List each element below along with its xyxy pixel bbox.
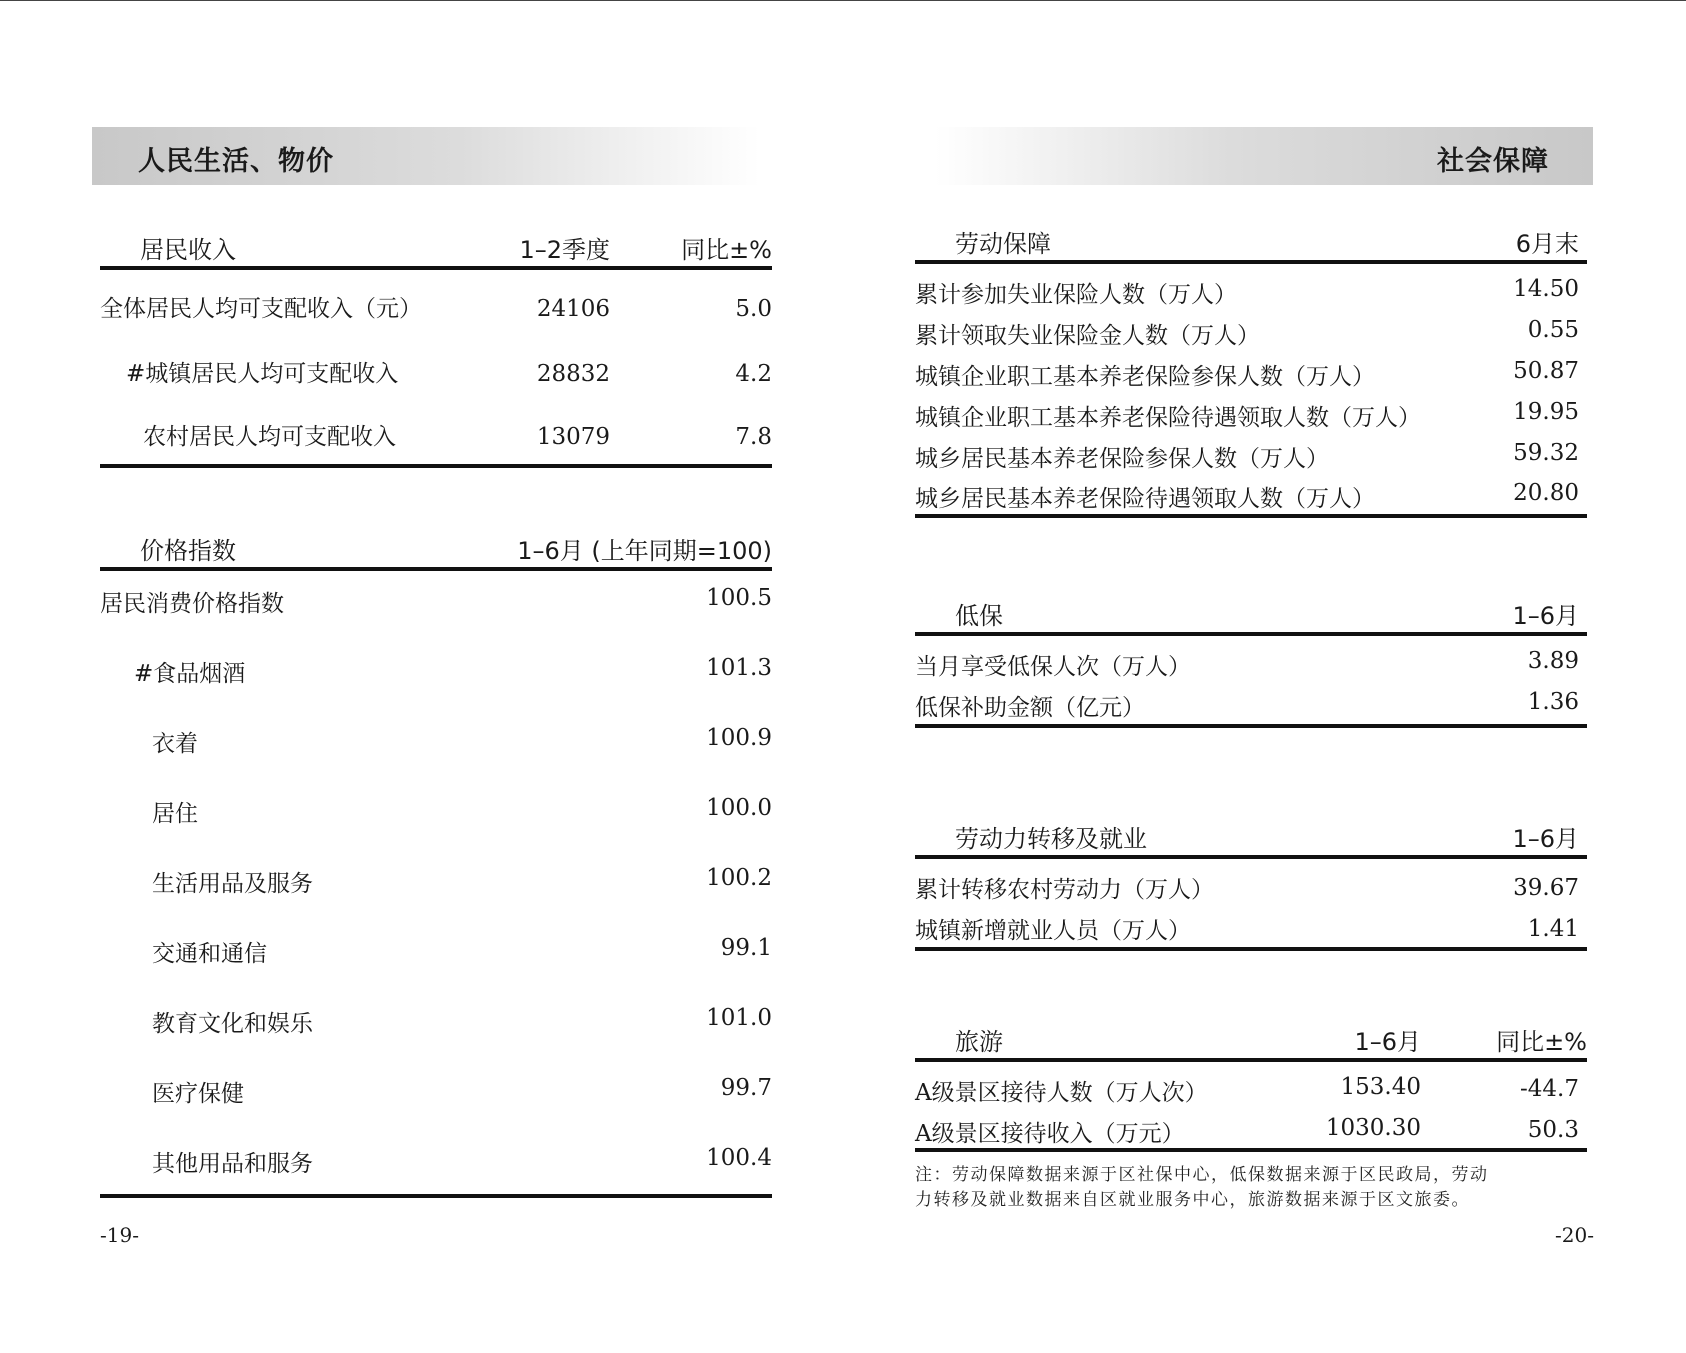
row-value: 13079 [536, 424, 610, 450]
row-value: 14.50 [1513, 276, 1579, 302]
source-note [915, 1163, 1595, 1213]
row-label: 全体居民人均可支配收入（元） [100, 296, 422, 322]
row-value: 28832 [536, 361, 610, 387]
tourism-bottom-rule [915, 1148, 1587, 1152]
banner-title: 社会保障 [1437, 146, 1549, 177]
row-yoy: -44.7 [1520, 1076, 1579, 1102]
row-value: 1030.30 [1325, 1115, 1421, 1141]
row-value: 100.2 [706, 865, 772, 891]
income-col-yoy: 同比±% [681, 236, 772, 264]
dibao-bottom-rule [915, 724, 1587, 728]
row-value: 99.1 [720, 935, 772, 961]
row-value: 24106 [536, 296, 610, 322]
row-label: 城镇新增就业人员（万人） [915, 918, 1191, 944]
row-label: #食品烟酒 [134, 661, 246, 687]
labor-bottom-rule [915, 514, 1587, 518]
table-row [100, 641, 772, 711]
table-row [915, 349, 1587, 390]
row-value: 19.95 [1513, 399, 1579, 425]
dibao-table-title: 低保 [955, 602, 1003, 630]
row-value: 1.41 [1527, 916, 1579, 942]
table-row [915, 390, 1587, 431]
table-row [100, 571, 772, 641]
row-value: 59.32 [1513, 440, 1579, 466]
row-value: 100.5 [706, 585, 772, 611]
row-value: 153.40 [1340, 1074, 1421, 1100]
tourism-table-title: 旅游 [955, 1028, 1003, 1056]
page-number: -19- [100, 1223, 139, 1247]
transfer-col-period: 1–6月 [1512, 825, 1579, 853]
row-value: 20.80 [1513, 480, 1579, 506]
row-label: 城镇企业职工基本养老保险待遇领取人数（万人） [915, 405, 1421, 431]
row-label: 城乡居民基本养老保险参保人数（万人） [915, 446, 1329, 472]
row-yoy: 50.3 [1527, 1117, 1579, 1143]
table-row [100, 1131, 772, 1194]
row-label: A级景区接待人数（万人次） [915, 1080, 1208, 1106]
row-value: 100.0 [706, 795, 772, 821]
row-label: 累计参加失业保险人数（万人） [915, 282, 1237, 308]
row-value: 100.9 [706, 725, 772, 751]
table-row [100, 1061, 772, 1131]
row-label: 城乡居民基本养老保险待遇领取人数（万人） [915, 486, 1375, 512]
dibao-table-header [915, 592, 1587, 632]
dibao-col-period: 1–6月 [1512, 602, 1579, 630]
table-row [100, 711, 772, 781]
page-number: -20- [1555, 1223, 1594, 1247]
section-banner-social-security [935, 127, 1593, 185]
income-table-header [100, 226, 772, 266]
banner-title: 人民生活、物价 [138, 146, 334, 177]
row-value: 39.67 [1513, 875, 1579, 901]
row-label: 其他用品和服务 [152, 1151, 313, 1177]
row-label: 交通和通信 [152, 941, 267, 967]
tourism-table [915, 1018, 1587, 1152]
row-label: 低保补助金额（亿元） [915, 695, 1145, 721]
tourism-col-period: 1–6月 [1354, 1028, 1421, 1056]
row-value: 101.0 [706, 1005, 772, 1031]
dibao-table [915, 592, 1587, 728]
table-row [100, 408, 772, 464]
row-value: 0.55 [1527, 317, 1579, 343]
table-row [915, 264, 1587, 308]
row-value: 100.4 [706, 1145, 772, 1171]
table-row [915, 636, 1587, 680]
row-label: 医疗保健 [152, 1081, 244, 1107]
table-row [100, 851, 772, 921]
transfer-table-title: 劳动力转移及就业 [955, 825, 1147, 853]
row-label: 累计转移农村劳动力（万人） [915, 877, 1214, 903]
row-value: 99.7 [720, 1075, 772, 1101]
price-index-table [100, 527, 772, 1198]
row-label: #城镇居民人均可支配收入 [126, 361, 399, 387]
row-yoy: 4.2 [735, 361, 772, 387]
price-bottom-rule [100, 1194, 772, 1198]
table-row [915, 308, 1587, 349]
table-row [915, 431, 1587, 472]
income-bottom-rule [100, 464, 772, 468]
row-label: 衣着 [152, 731, 198, 757]
table-row [100, 921, 772, 991]
price-table-title: 价格指数 [140, 537, 236, 565]
table-row [100, 991, 772, 1061]
table-row [915, 903, 1587, 947]
tourism-table-header [915, 1018, 1587, 1058]
row-value: 1.36 [1527, 689, 1579, 715]
table-row [915, 859, 1587, 903]
row-label: A级景区接待收入（万元） [915, 1121, 1185, 1147]
price-table-header [100, 527, 772, 567]
income-col-period: 1–2季度 [519, 236, 610, 264]
table-row [915, 1106, 1587, 1148]
note-line: 注：劳动保障数据来源于区社保中心，低保数据来源于区民政局，劳动 [915, 1165, 1489, 1185]
labor-table-title: 劳动保障 [955, 230, 1051, 258]
transfer-bottom-rule [915, 947, 1587, 951]
price-col-period: 1–6月 (上年同期=100) [517, 537, 772, 565]
row-label: 累计领取失业保险金人数（万人） [915, 323, 1260, 349]
row-label: 农村居民人均可支配收入 [143, 424, 396, 450]
labor-transfer-table [915, 815, 1587, 951]
row-label: 居住 [152, 801, 198, 827]
note-line: 力转移及就业数据来自区就业服务中心，旅游数据来源于区文旅委。 [915, 1190, 1470, 1210]
section-banner-people-life [92, 127, 760, 185]
row-label: 城镇企业职工基本养老保险参保人数（万人） [915, 364, 1375, 390]
row-label: 居民消费价格指数 [100, 591, 284, 617]
income-table [100, 226, 772, 468]
row-value: 50.87 [1513, 358, 1579, 384]
labor-table-header [915, 220, 1587, 260]
row-yoy: 5.0 [735, 296, 772, 322]
table-row [100, 339, 772, 408]
right-page [843, 0, 1686, 1353]
income-table-title: 居民收入 [140, 236, 236, 264]
row-label: 当月享受低保人次（万人） [915, 654, 1191, 680]
table-row [100, 270, 772, 339]
row-value: 3.89 [1527, 648, 1579, 674]
row-label: 教育文化和娱乐 [152, 1011, 313, 1037]
labor-col-period: 6月末 [1515, 230, 1579, 258]
table-row [915, 1062, 1587, 1106]
row-label: 生活用品及服务 [152, 871, 313, 897]
row-value: 101.3 [706, 655, 772, 681]
transfer-table-header [915, 815, 1587, 855]
tourism-col-yoy: 同比±% [1496, 1028, 1587, 1056]
table-row [100, 781, 772, 851]
labor-security-table [915, 220, 1587, 518]
row-yoy: 7.8 [735, 424, 772, 450]
table-row [915, 472, 1587, 514]
table-row [915, 680, 1587, 724]
